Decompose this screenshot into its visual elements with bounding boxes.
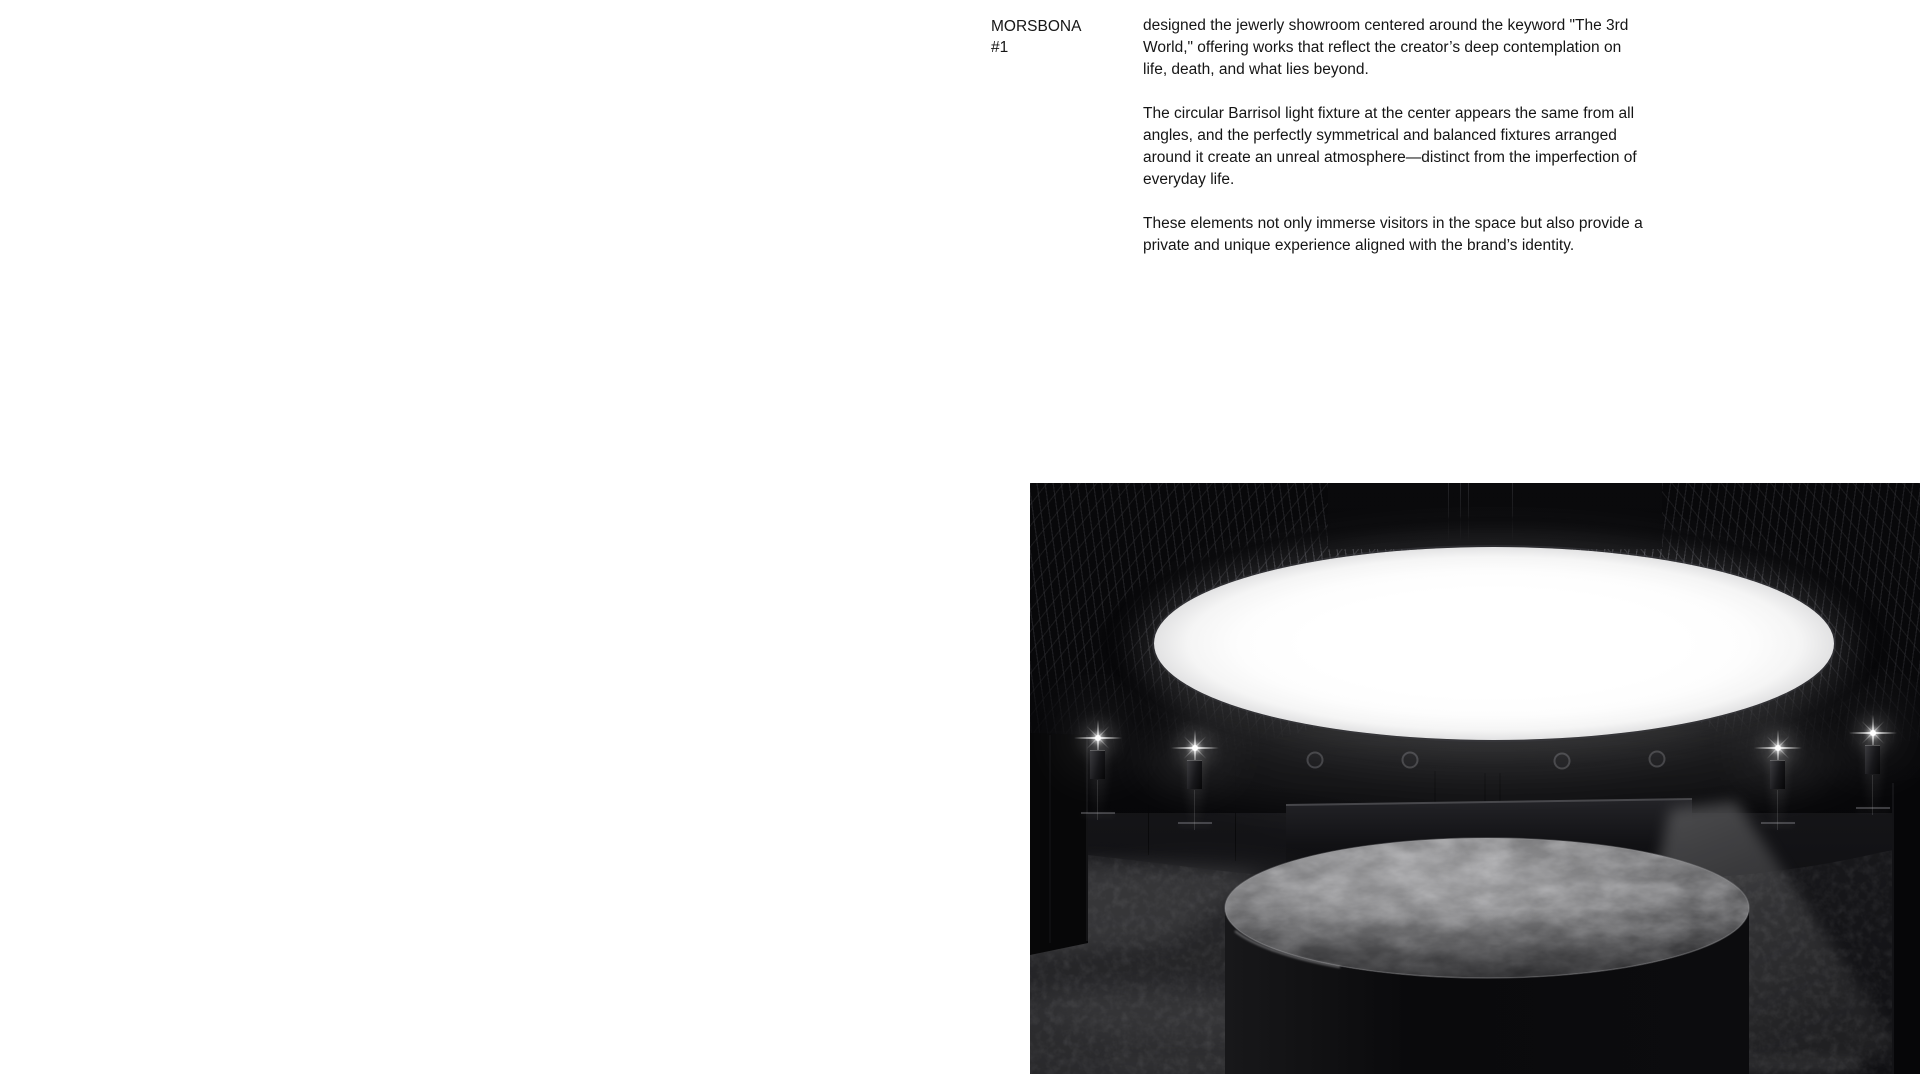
spotlight-bulb	[1870, 730, 1876, 736]
description-paragraph: The circular Barrisol light fixture at the center appears the same from all angles, and the perfectly symmetrical and balanced fixtures arranged around it create an unreal atmosphere—distinct from the imperfection of everyday life.	[1143, 105, 1637, 188]
fixture-stem	[1872, 775, 1873, 815]
showroom-photo	[1030, 483, 1920, 1074]
description-paragraph: These elements not only immerse visitors in the space but also provide a private and unique experience aligned with the brand’s identity.	[1143, 215, 1643, 254]
round-wall-fixture	[1555, 754, 1570, 769]
round-wall-fixture	[1308, 753, 1323, 768]
display-platform	[1225, 838, 1749, 1074]
project-number: #1	[991, 39, 1009, 56]
display-box	[1770, 760, 1785, 789]
project-description	[1143, 15, 1721, 257]
corner-post-right	[1892, 773, 1920, 1074]
fixture-stem	[1097, 780, 1098, 820]
barrisol-light	[1154, 547, 1834, 740]
round-wall-fixture	[1650, 752, 1665, 767]
spotlight-bulb	[1775, 745, 1781, 751]
display-shelf	[1761, 822, 1795, 824]
display-box	[1187, 760, 1202, 789]
description-paragraph: designed the jewerly showroom centered around the keyword "The 3rd World," offering works that reflect the creator’s deep contemplation on life, death, and what lies beyond.	[1143, 17, 1629, 78]
display-box	[1865, 745, 1880, 774]
spotlight-bulb	[1192, 745, 1198, 751]
display-shelf	[1178, 822, 1212, 824]
fixture-stem	[1194, 790, 1195, 830]
display-shelf	[1081, 812, 1115, 814]
project-label	[991, 16, 1131, 58]
display-shelf	[1856, 807, 1890, 809]
round-wall-fixture	[1403, 753, 1418, 768]
project-name: MORSBONA	[991, 18, 1082, 35]
display-box	[1090, 750, 1105, 779]
spotlight-bulb	[1095, 735, 1101, 741]
fixture-stem	[1777, 790, 1778, 830]
